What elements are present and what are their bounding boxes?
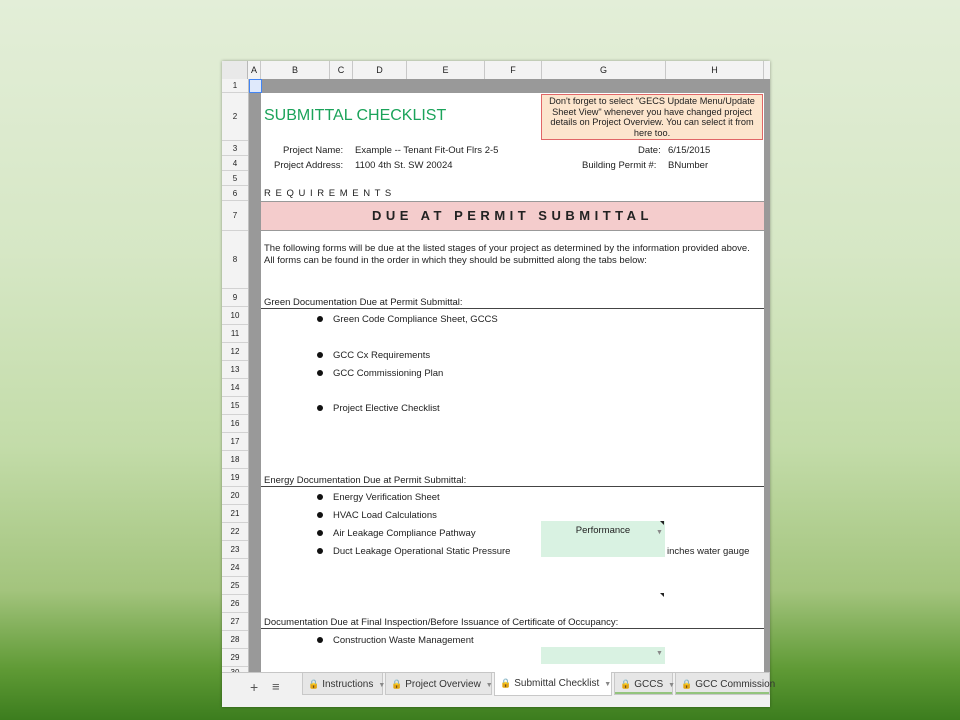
- lock-icon: 🔒: [391, 679, 403, 689]
- energy-documentation-heading: Energy Documentation Due at Permit Submittal:: [264, 475, 467, 486]
- row-header-29[interactable]: 29: [222, 649, 248, 667]
- column-header-d[interactable]: D: [353, 61, 407, 79]
- column-header-c[interactable]: C: [330, 61, 353, 79]
- row-header-20[interactable]: 20: [222, 487, 248, 505]
- tab-color-bar: [615, 692, 672, 694]
- comment-indicator-icon: [660, 521, 664, 525]
- bullet-icon: [317, 548, 323, 554]
- row-header-10[interactable]: 10: [222, 307, 248, 325]
- bullet-icon: [317, 352, 323, 358]
- lock-icon: 🔒: [500, 678, 512, 688]
- duct-leakage-unit: inches water gauge: [667, 546, 750, 557]
- energy-heading-rule: [261, 486, 764, 487]
- lock-icon: 🔒: [681, 679, 693, 689]
- row-header-3[interactable]: 3: [222, 141, 248, 156]
- lock-icon: 🔒: [308, 679, 320, 689]
- green-documentation-heading: Green Documentation Due at Permit Submittal:: [264, 297, 463, 308]
- column-header-e[interactable]: E: [407, 61, 485, 79]
- energy-item-verification-sheet: Energy Verification Sheet: [333, 492, 440, 503]
- green-heading-rule: [261, 308, 764, 309]
- tab-instructions[interactable]: [302, 673, 386, 695]
- column-header-f[interactable]: F: [485, 61, 542, 79]
- update-notice: Don't forget to select "GECS Update Menu/Update Sheet View" whenever you have changed project details on Project Overview. You can select it from here too.: [541, 94, 763, 140]
- tab-label: GCC Commission: [695, 679, 776, 690]
- energy-item-duct-leakage-pressure: Duct Leakage Operational Static Pressure: [333, 546, 511, 557]
- row-header-2[interactable]: 2: [222, 93, 248, 141]
- row-header-22[interactable]: 22: [222, 523, 248, 541]
- project-address-label: Project Address:: [274, 160, 344, 171]
- bullet-icon: [317, 512, 323, 518]
- sheet-tab-bar: [222, 672, 776, 707]
- selected-cell-a1[interactable]: [249, 79, 262, 93]
- chevron-down-icon[interactable]: ▼: [668, 682, 676, 689]
- row-header-14[interactable]: 14: [222, 379, 248, 397]
- row-header-24[interactable]: 24: [222, 559, 248, 577]
- date-label: Date:: [638, 145, 661, 156]
- row-header-6[interactable]: 6: [222, 186, 248, 201]
- air-leakage-pathway-dropdown[interactable]: [541, 521, 665, 557]
- building-permit-label: Building Permit #:: [582, 160, 657, 171]
- tab-project-overview[interactable]: [385, 673, 492, 695]
- select-all-corner[interactable]: [222, 61, 248, 79]
- green-item-project-elective-checklist: Project Elective Checklist: [333, 403, 440, 414]
- column-header-g[interactable]: G: [542, 61, 666, 79]
- bullet-icon: [317, 637, 323, 643]
- row-header-21[interactable]: 21: [222, 505, 248, 523]
- bullet-icon: [317, 405, 323, 411]
- row-header-7[interactable]: 7: [222, 201, 248, 231]
- tab-label: Instructions: [322, 679, 374, 690]
- lock-icon: 🔒: [620, 679, 632, 689]
- final-heading-rule: [261, 628, 764, 629]
- final-item-construction-waste: Construction Waste Management: [333, 635, 474, 646]
- row-header-27[interactable]: 27: [222, 613, 248, 631]
- row-header-25[interactable]: 25: [222, 577, 248, 595]
- tab-label: GCCS: [634, 679, 664, 690]
- row-header-11[interactable]: 11: [222, 325, 248, 343]
- row-header-12[interactable]: 12: [222, 343, 248, 361]
- project-name-label: Project Name:: [283, 145, 344, 156]
- bullet-icon: [317, 494, 323, 500]
- chevron-down-icon[interactable]: ▼: [656, 529, 663, 536]
- chevron-down-icon[interactable]: ▼: [656, 650, 663, 657]
- project-address-value[interactable]: 1100 4th St. SW 20024: [355, 160, 453, 171]
- row-header-16[interactable]: 16: [222, 415, 248, 433]
- row-header-13[interactable]: 13: [222, 361, 248, 379]
- building-permit-value[interactable]: BNumber: [668, 160, 709, 171]
- chevron-down-icon[interactable]: ▼: [604, 681, 612, 688]
- chevron-down-icon[interactable]: ▼: [485, 682, 493, 689]
- row-header-17[interactable]: 17: [222, 433, 248, 451]
- green-item-gcc-cx-requirements: GCC Cx Requirements: [333, 350, 431, 361]
- energy-item-air-leakage-pathway: Air Leakage Compliance Pathway: [333, 528, 476, 539]
- gray-frame-top: [249, 79, 770, 93]
- row-header-9[interactable]: 9: [222, 289, 248, 307]
- all-sheets-menu-icon[interactable]: ≡: [272, 679, 280, 694]
- row-header-4[interactable]: 4: [222, 156, 248, 171]
- project-name-value[interactable]: Example -- Tenant Fit-Out Flrs 2-5: [355, 145, 499, 156]
- construction-waste-dropdown[interactable]: [541, 647, 665, 664]
- column-header-a[interactable]: A: [248, 61, 261, 79]
- tab-gcc-commissioning[interactable]: [675, 673, 776, 695]
- gray-frame-left: [249, 79, 261, 673]
- column-header-h[interactable]: H: [666, 61, 764, 79]
- tab-submittal-checklist[interactable]: [494, 672, 612, 696]
- tab-label: Project Overview: [405, 679, 481, 690]
- row-header-1[interactable]: 1: [222, 79, 248, 93]
- row-header-5[interactable]: 5: [222, 171, 248, 186]
- final-documentation-heading: Documentation Due at Final Inspection/Before Issuance of Certificate of Occupancy:: [264, 617, 619, 628]
- intro-text: The following forms will be due at the listed stages of your project as determined by the information provided above. All forms can be found in the order in which they should be submitted along the tabs below:: [264, 243, 750, 266]
- energy-item-hvac-load-calculations: HVAC Load Calculations: [333, 510, 437, 521]
- row-header-28[interactable]: 28: [222, 631, 248, 649]
- spreadsheet-window: [222, 61, 776, 707]
- due-at-permit-banner: DUE AT PERMIT SUBMITTAL: [261, 201, 764, 231]
- row-header-18[interactable]: 18: [222, 451, 248, 469]
- requirements-heading: R E Q U I R E M E N T S: [264, 188, 393, 199]
- row-header-26[interactable]: 26: [222, 595, 248, 613]
- green-item-gcc-commissioning-plan: GCC Commissioning Plan: [333, 368, 444, 379]
- sheet-title: SUBMITTAL CHECKLIST: [264, 107, 447, 124]
- add-sheet-icon[interactable]: +: [250, 679, 259, 695]
- tab-label: Submittal Checklist: [514, 678, 600, 689]
- bullet-icon: [317, 370, 323, 376]
- row-header-8[interactable]: 8: [222, 231, 248, 289]
- column-header-b[interactable]: B: [261, 61, 330, 79]
- chevron-down-icon[interactable]: ▼: [378, 682, 386, 689]
- row-header-15[interactable]: 15: [222, 397, 248, 415]
- row-header-bar: [222, 79, 249, 673]
- bullet-icon: [317, 316, 323, 322]
- tab-color-bar: [676, 692, 769, 694]
- tab-gccs[interactable]: [614, 673, 676, 695]
- comment-indicator-icon: [660, 593, 664, 597]
- green-item-gccs: Green Code Compliance Sheet, GCCS: [333, 314, 498, 325]
- row-header-23[interactable]: 23: [222, 541, 248, 559]
- column-header-bar: [222, 61, 770, 80]
- date-value[interactable]: 6/15/2015: [668, 145, 711, 156]
- row-header-19[interactable]: 19: [222, 469, 248, 487]
- air-leakage-pathway-value: Performance: [575, 525, 631, 536]
- bullet-icon: [317, 530, 323, 536]
- gray-frame-right: [764, 79, 770, 673]
